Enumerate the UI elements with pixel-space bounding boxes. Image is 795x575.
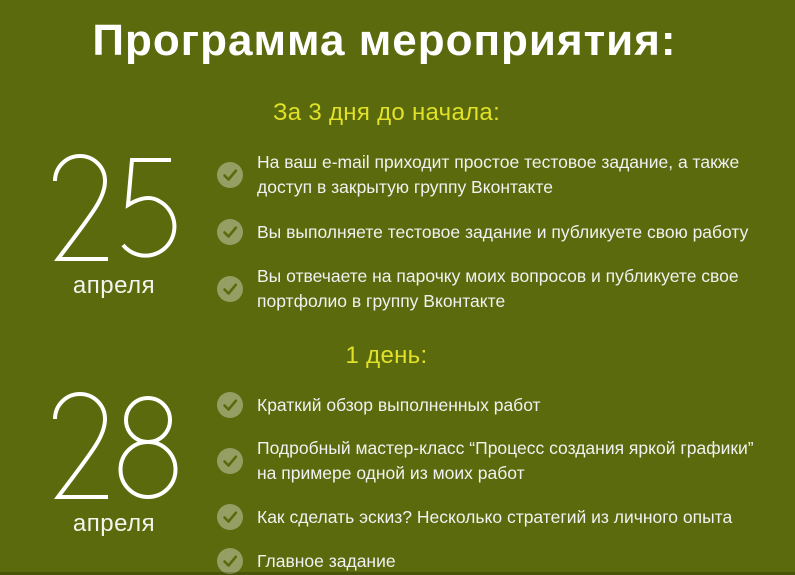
date-day [38,153,190,265]
section-header: 1 день: [345,342,428,369]
check-icon [217,276,243,302]
list-item-text: На ваш e-mail приходит простое тестовое задание, а также доступ в закрытую группу Вконтакте [257,152,740,197]
date-digit-2 [47,391,113,503]
date-month: апреля [72,272,156,299]
checklist [217,150,773,333]
list-item-text: Подробный мастер-класс “Процесс создания яркой графики” на примере одной из моих работ [257,438,754,483]
check-icon [217,392,243,418]
list-item [217,392,773,418]
check-icon [217,504,243,530]
list-item [217,548,773,574]
list-item [217,219,773,245]
date-block [38,391,190,538]
list-item [217,504,773,530]
page-title: Программа мероприятия: [92,16,677,65]
list-item-text: Вы выполняете тестовое задание и публикуете свою работу [257,221,749,242]
date-block [38,153,190,300]
list-item [217,264,773,314]
checklist [217,392,773,575]
check-icon [217,162,243,188]
date-month: апреля [72,510,156,537]
list-item [217,150,773,200]
check-icon [217,448,243,474]
date-digit-8 [115,391,181,503]
list-item [217,436,773,486]
list-item-text: Краткий обзор выполненных работ [257,394,541,415]
date-digit-2 [47,153,113,265]
check-icon [217,219,243,245]
list-item-text: Как сделать эскиз? Несколько стратегий из личного опыта [257,506,733,527]
date-digit-5 [115,153,181,265]
date-day [38,391,190,503]
list-item-text: Вы отвечаете на парочку моих вопросов и публикуете свое портфолио в группу Вконтакте [257,266,739,311]
section-header: За 3 дня до начала: [272,99,501,126]
list-item-text: Главное задание [257,550,396,571]
check-icon [217,548,243,574]
